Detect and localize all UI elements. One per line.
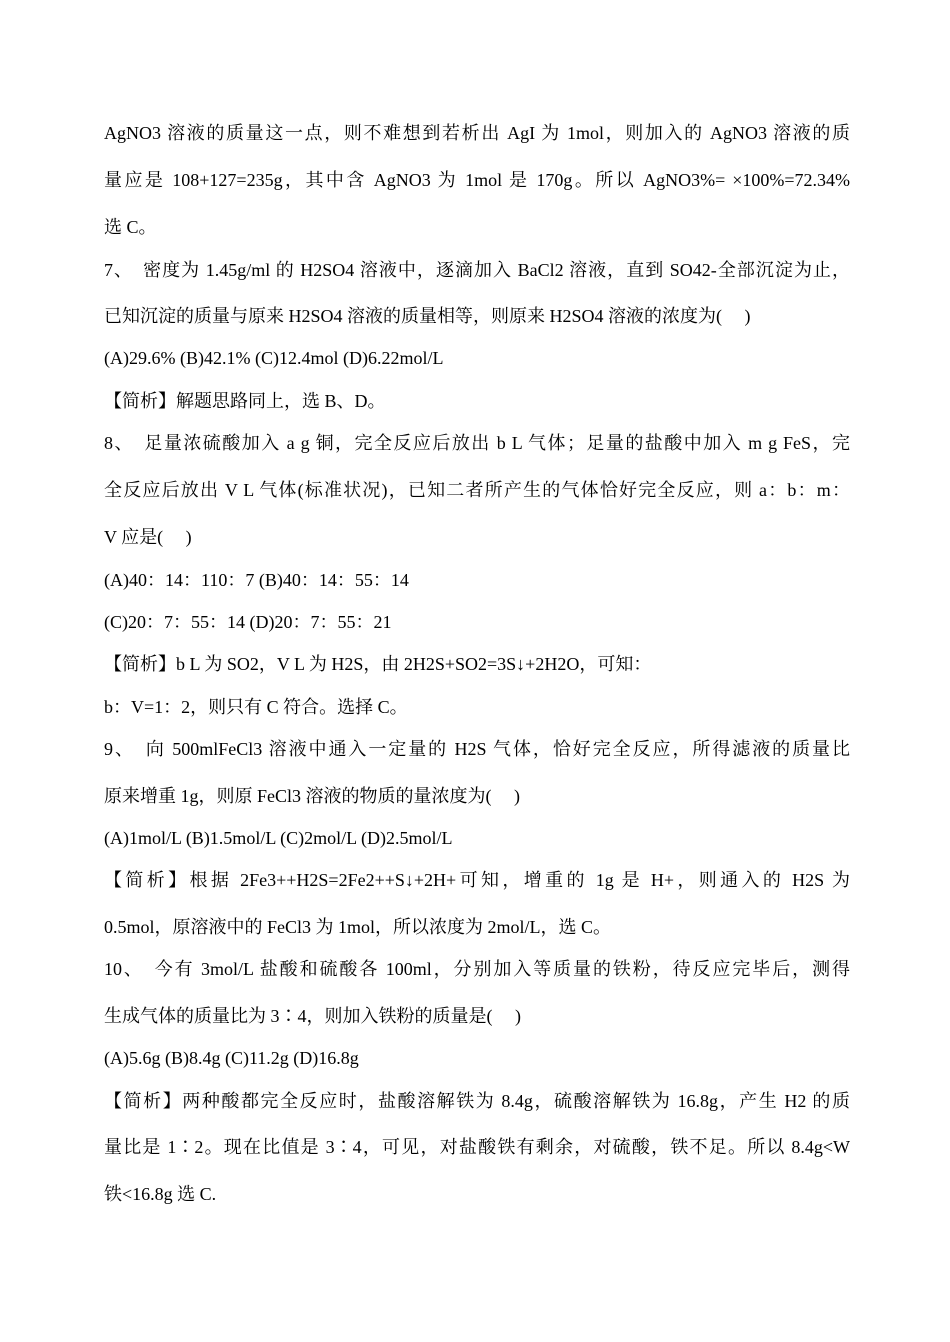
text-line: 量应是 108+127=235g，其中含 AgNO3 为 1mol 是 170g。所以 AgNO3%= ×100%=72.34% [104,170,850,190]
question-10: 10、 今有 3mol/L 盐酸和硫酸各 100ml，分别加入等质量的铁粉，待反应完毕后，测得 [104,959,850,979]
text-line: V 应是( ) [104,527,192,547]
text-line: 生成气体的质量比为 3∶4，则加入铁粉的质量是( ) [104,1006,521,1026]
question-7: 7、 密度为 1.45g/ml 的 H2SO4 溶液中，逐滴加入 BaCl2 溶液，直到 SO42-全部沉淀为止， [104,260,850,280]
brief-analysis: 【简析】两种酸都完全反应时，盐酸溶解铁为 8.4g，硫酸溶解铁为 16.8g，产生 H2 的质 [104,1091,850,1111]
text-line: 选 C。 [104,217,157,237]
text-line: 原来增重 1g，则原 FeCl3 溶液的物质的量浓度为( ) [104,786,520,806]
text-line: b：V=1：2，则只有 C 符合。选择 C。 [104,697,408,717]
text-line: AgNO3 溶液的质量这一点，则不难想到若析出 AgI 为 1mol，则加入的 AgNO3 溶液的质 [104,123,850,143]
text-line: 已知沉淀的质量与原来 H2SO4 溶液的质量相等，则原来 H2SO4 溶液的浓度为( ) [104,306,751,326]
brief-analysis: 【简析】解题思路同上，选 B、D。 [104,391,386,411]
text-line: 量比是 1∶2。现在比值是 3∶4，可见，对盐酸铁有剩余，对硫酸，铁不足。所以 8.4g<W [104,1137,850,1157]
question-9: 9、 向 500mlFeCl3 溶液中通入一定量的 H2S 气体，恰好完全反应，所得滤液的质量比 [104,739,850,759]
question-8: 8、 足量浓硫酸加入 a g 铜，完全反应后放出 b L 气体；足量的盐酸中加入 m g FeS，完 [104,433,850,453]
text-line: 0.5mol，原溶液中的 FeCl3 为 1mol，所以浓度为 2mol/L，选 C。 [104,917,612,937]
text-line: 铁<16.8g 选 C. [104,1184,217,1204]
answer-options: (C)20：7：55：14 (D)20：7：55：21 [104,612,392,632]
answer-options: (A)29.6% (B)42.1% (C)12.4mol (D)6.22mol/L [104,348,444,368]
brief-analysis: 【简析】根据 2Fe3++H2S=2Fe2++S↓+2H+可知，增重的 1g 是 H+，则通入的 H2S 为 [104,870,850,890]
text-line: 全反应后放出 V L 气体(标准状况)，已知二者所产生的气体恰好完全反应，则 a：b：m： [104,480,850,500]
answer-options: (A)5.6g (B)8.4g (C)11.2g (D)16.8g [104,1048,359,1068]
brief-analysis: 【简析】b L 为 SO2，V L 为 H2S，由 2H2S+SO2=3S↓+2H2O，可知： [104,654,652,674]
answer-options: (A)40：14：110：7 (B)40：14：55：14 [104,570,409,590]
answer-options: (A)1mol/L (B)1.5mol/L (C)2mol/L (D)2.5mol/L [104,828,453,848]
